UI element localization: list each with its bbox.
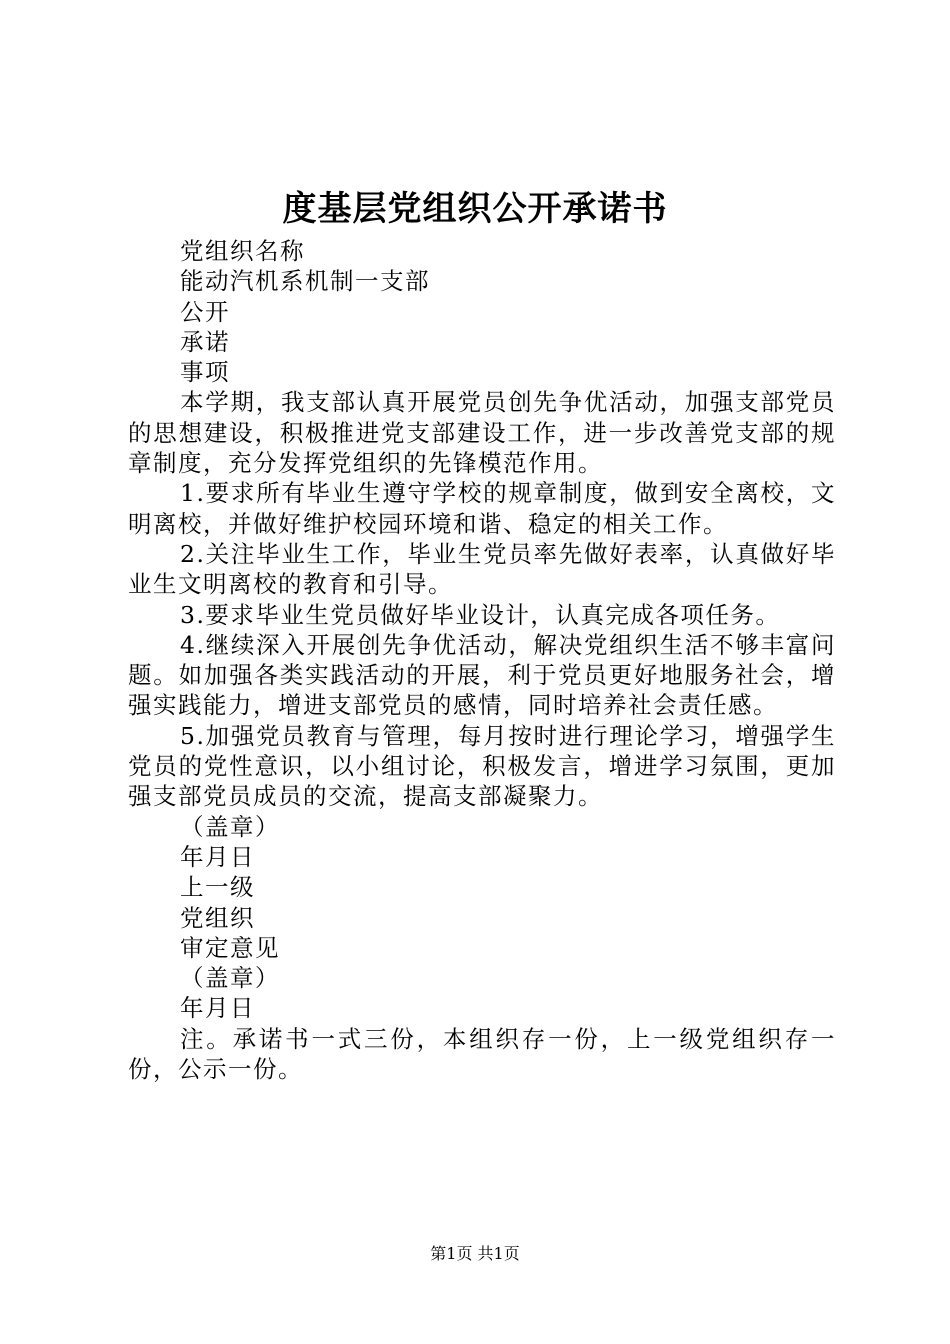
date-label-2: 年月日 (180, 994, 255, 1023)
paragraph-intro: 本学期，我支部认真开展党员创先争优活动，加强支部党员的思想建设，积极推进党支部建设工作，进一步改善党支部的规章制度，充分发挥党组织的先锋模范作用。 (128, 388, 836, 478)
label-party-org: 党组织 (180, 903, 255, 932)
label-org-name: 党组织名称 (180, 237, 305, 265)
document-title: 度基层党组织公开承诺书 (282, 189, 668, 229)
page-footer: 第1页 共1页 (430, 1244, 520, 1263)
seal-label-1: （盖章） (180, 812, 280, 841)
label-promise: 承诺 (180, 327, 230, 356)
label-items: 事项 (180, 358, 230, 387)
paragraph-item-2: 2.关注毕业生工作，毕业生党员率先做好表率，认真做好毕业生文明离校的教育和引导。 (128, 539, 836, 599)
seal-label-2: （盖章） (180, 964, 280, 993)
date-label-1: 年月日 (180, 842, 255, 871)
paragraph-item-3: 3.要求毕业生党员做好毕业设计，认真完成各项任务。 (180, 600, 781, 629)
paragraph-item-4: 4.继续深入开展创先争优活动，解决党组织生活不够丰富问题。如加强各类实践活动的开展，利于党员更好地服务社会，增强实践能力，增进支部党员的感情，同时培养社会责任感。 (128, 630, 836, 720)
paragraph-item-1: 1.要求所有毕业生遵守学校的规章制度，做到安全离校，文明离校，并做好维护校园环境和谐、稳定的相关工作。 (128, 479, 836, 538)
label-upper-level: 上一级 (180, 873, 255, 902)
note-paragraph: 注。承诺书一式三份，本组织存一份，上一级党组织存一份，公示一份。 (128, 1024, 836, 1084)
label-review-opinion: 审定意见 (180, 933, 280, 962)
label-public: 公开 (180, 297, 230, 326)
document-body (128, 236, 836, 1084)
paragraph-item-5: 5.加强党员教育与管理，每月按时进行理论学习，增强学生党员的党性意识，以小组讨论，积极发言，增进学习氛围，更加强支部党员成员的交流，提高支部凝聚力。 (128, 721, 836, 811)
org-name-value: 能动汽机系机制一支部 (180, 267, 430, 296)
